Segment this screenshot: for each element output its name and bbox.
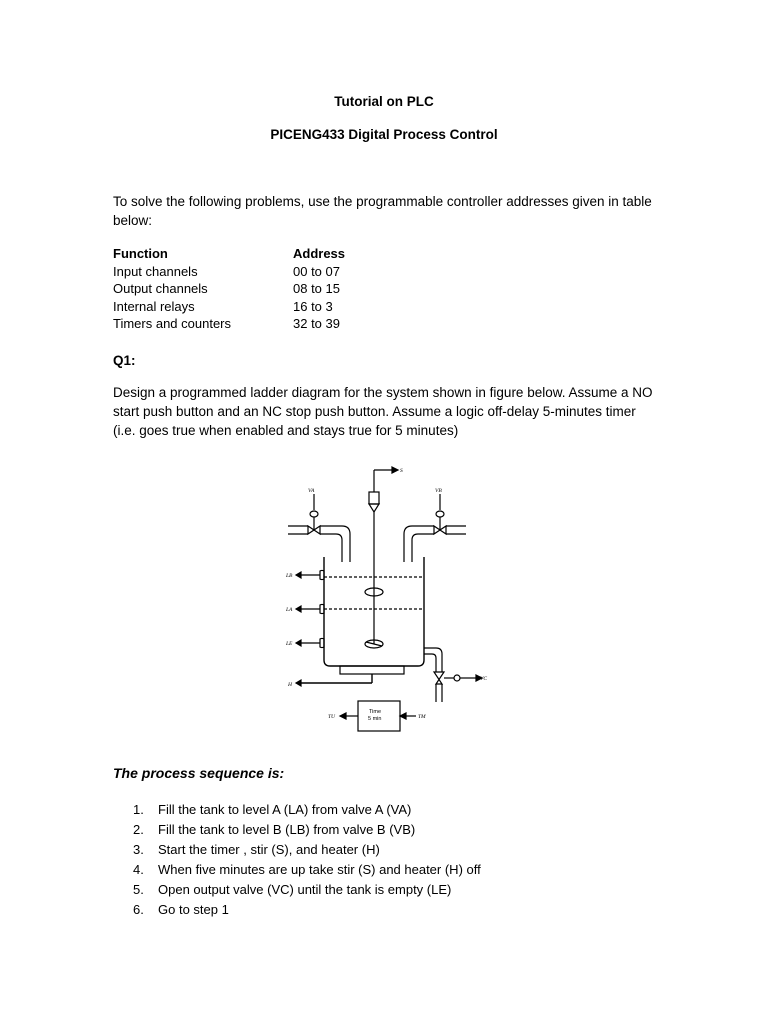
step-text: Fill the tank to level A (LA) from valve A (VA) — [158, 802, 412, 817]
table-header-function: Function — [113, 246, 168, 261]
table-cell-function: Input channels — [113, 263, 198, 279]
timer-label-line2: 5 min — [368, 716, 382, 722]
list-item — [113, 800, 481, 820]
label-s: S — [400, 468, 403, 474]
valve-b-actuator — [436, 511, 444, 517]
step-number: 3. — [133, 842, 144, 857]
label-lb: LB — [286, 573, 293, 579]
document-title: Tutorial on PLC — [334, 94, 434, 109]
step-text: Fill the tank to level B (LB) from valve B (VB) — [158, 822, 416, 837]
table-cell-address: 32 to 39 — [293, 316, 340, 331]
table-cell-address: 16 to 3 — [293, 298, 333, 314]
table-row — [113, 280, 413, 298]
step-text: Open output valve (VC) until the tank is empty (LE) — [158, 882, 452, 897]
sequence-list — [113, 800, 481, 920]
list-item — [113, 880, 481, 900]
pipe-a — [320, 526, 350, 562]
valve-a-actuator — [310, 511, 318, 517]
table-row — [113, 315, 413, 333]
label-la: LA — [286, 607, 293, 613]
label-vc: VC — [480, 676, 488, 682]
table-header-address: Address — [293, 246, 346, 261]
table-cell-function: Output channels — [113, 281, 208, 296]
valve-c-actuator — [454, 675, 460, 681]
list-item — [113, 820, 481, 840]
list-item — [113, 860, 481, 880]
step-text: When five minutes are up take stir (S) and heater (H) off — [158, 862, 481, 877]
stirrer-motor-tip — [369, 504, 379, 512]
step-text: Go to step 1 — [158, 902, 229, 917]
table-cell-function: Internal relays — [113, 298, 195, 314]
table-row — [113, 263, 413, 281]
pipe-b — [404, 526, 434, 562]
label-va: VA — [308, 488, 315, 494]
label-vb: VB — [435, 488, 442, 494]
table-row — [113, 298, 413, 316]
question-label: Q1: — [113, 353, 136, 368]
outlet-pipe — [424, 648, 442, 672]
step-number: 2. — [133, 822, 144, 837]
stirrer-motor — [369, 492, 379, 504]
step-number: 6. — [133, 902, 144, 917]
intro-paragraph: To solve the following problems, use the programmable controller addresses given in table below: — [113, 194, 652, 228]
step-number: 4. — [133, 862, 144, 877]
table-header-row — [113, 245, 413, 263]
step-number: 5. — [133, 882, 144, 897]
label-le: LE — [286, 641, 293, 647]
step-text: Start the timer , stir (S), and heater (H) — [158, 842, 380, 857]
table-cell-function: Timers and counters — [113, 316, 232, 331]
label-tm: TM — [418, 714, 426, 720]
table-cell-address: 00 to 07 — [293, 263, 340, 279]
sequence-title: The process sequence is: — [113, 765, 285, 781]
stirrer-arrow — [392, 467, 398, 473]
process-tank-figure — [280, 462, 500, 742]
table-cell-address: 08 to 15 — [293, 281, 340, 296]
valve-c-body — [434, 672, 444, 684]
course-title: PICENG433 Digital Process Control — [270, 127, 498, 142]
label-h: H — [288, 682, 292, 688]
heater — [340, 666, 404, 674]
timer-label-line1: Time — [369, 709, 382, 715]
step-number: 1. — [133, 802, 144, 817]
question-text: Design a programmed ladder diagram for the system shown in figure below. Assume a NO start push button and an NC stop push button. Assume a logic off-delay 5-minutes timer (i.e. goes true when enabled and stays true for 5 minutes) — [113, 385, 653, 438]
address-table — [113, 245, 413, 333]
label-tu: TU — [328, 714, 336, 720]
list-item — [113, 900, 481, 920]
list-item — [113, 840, 481, 860]
